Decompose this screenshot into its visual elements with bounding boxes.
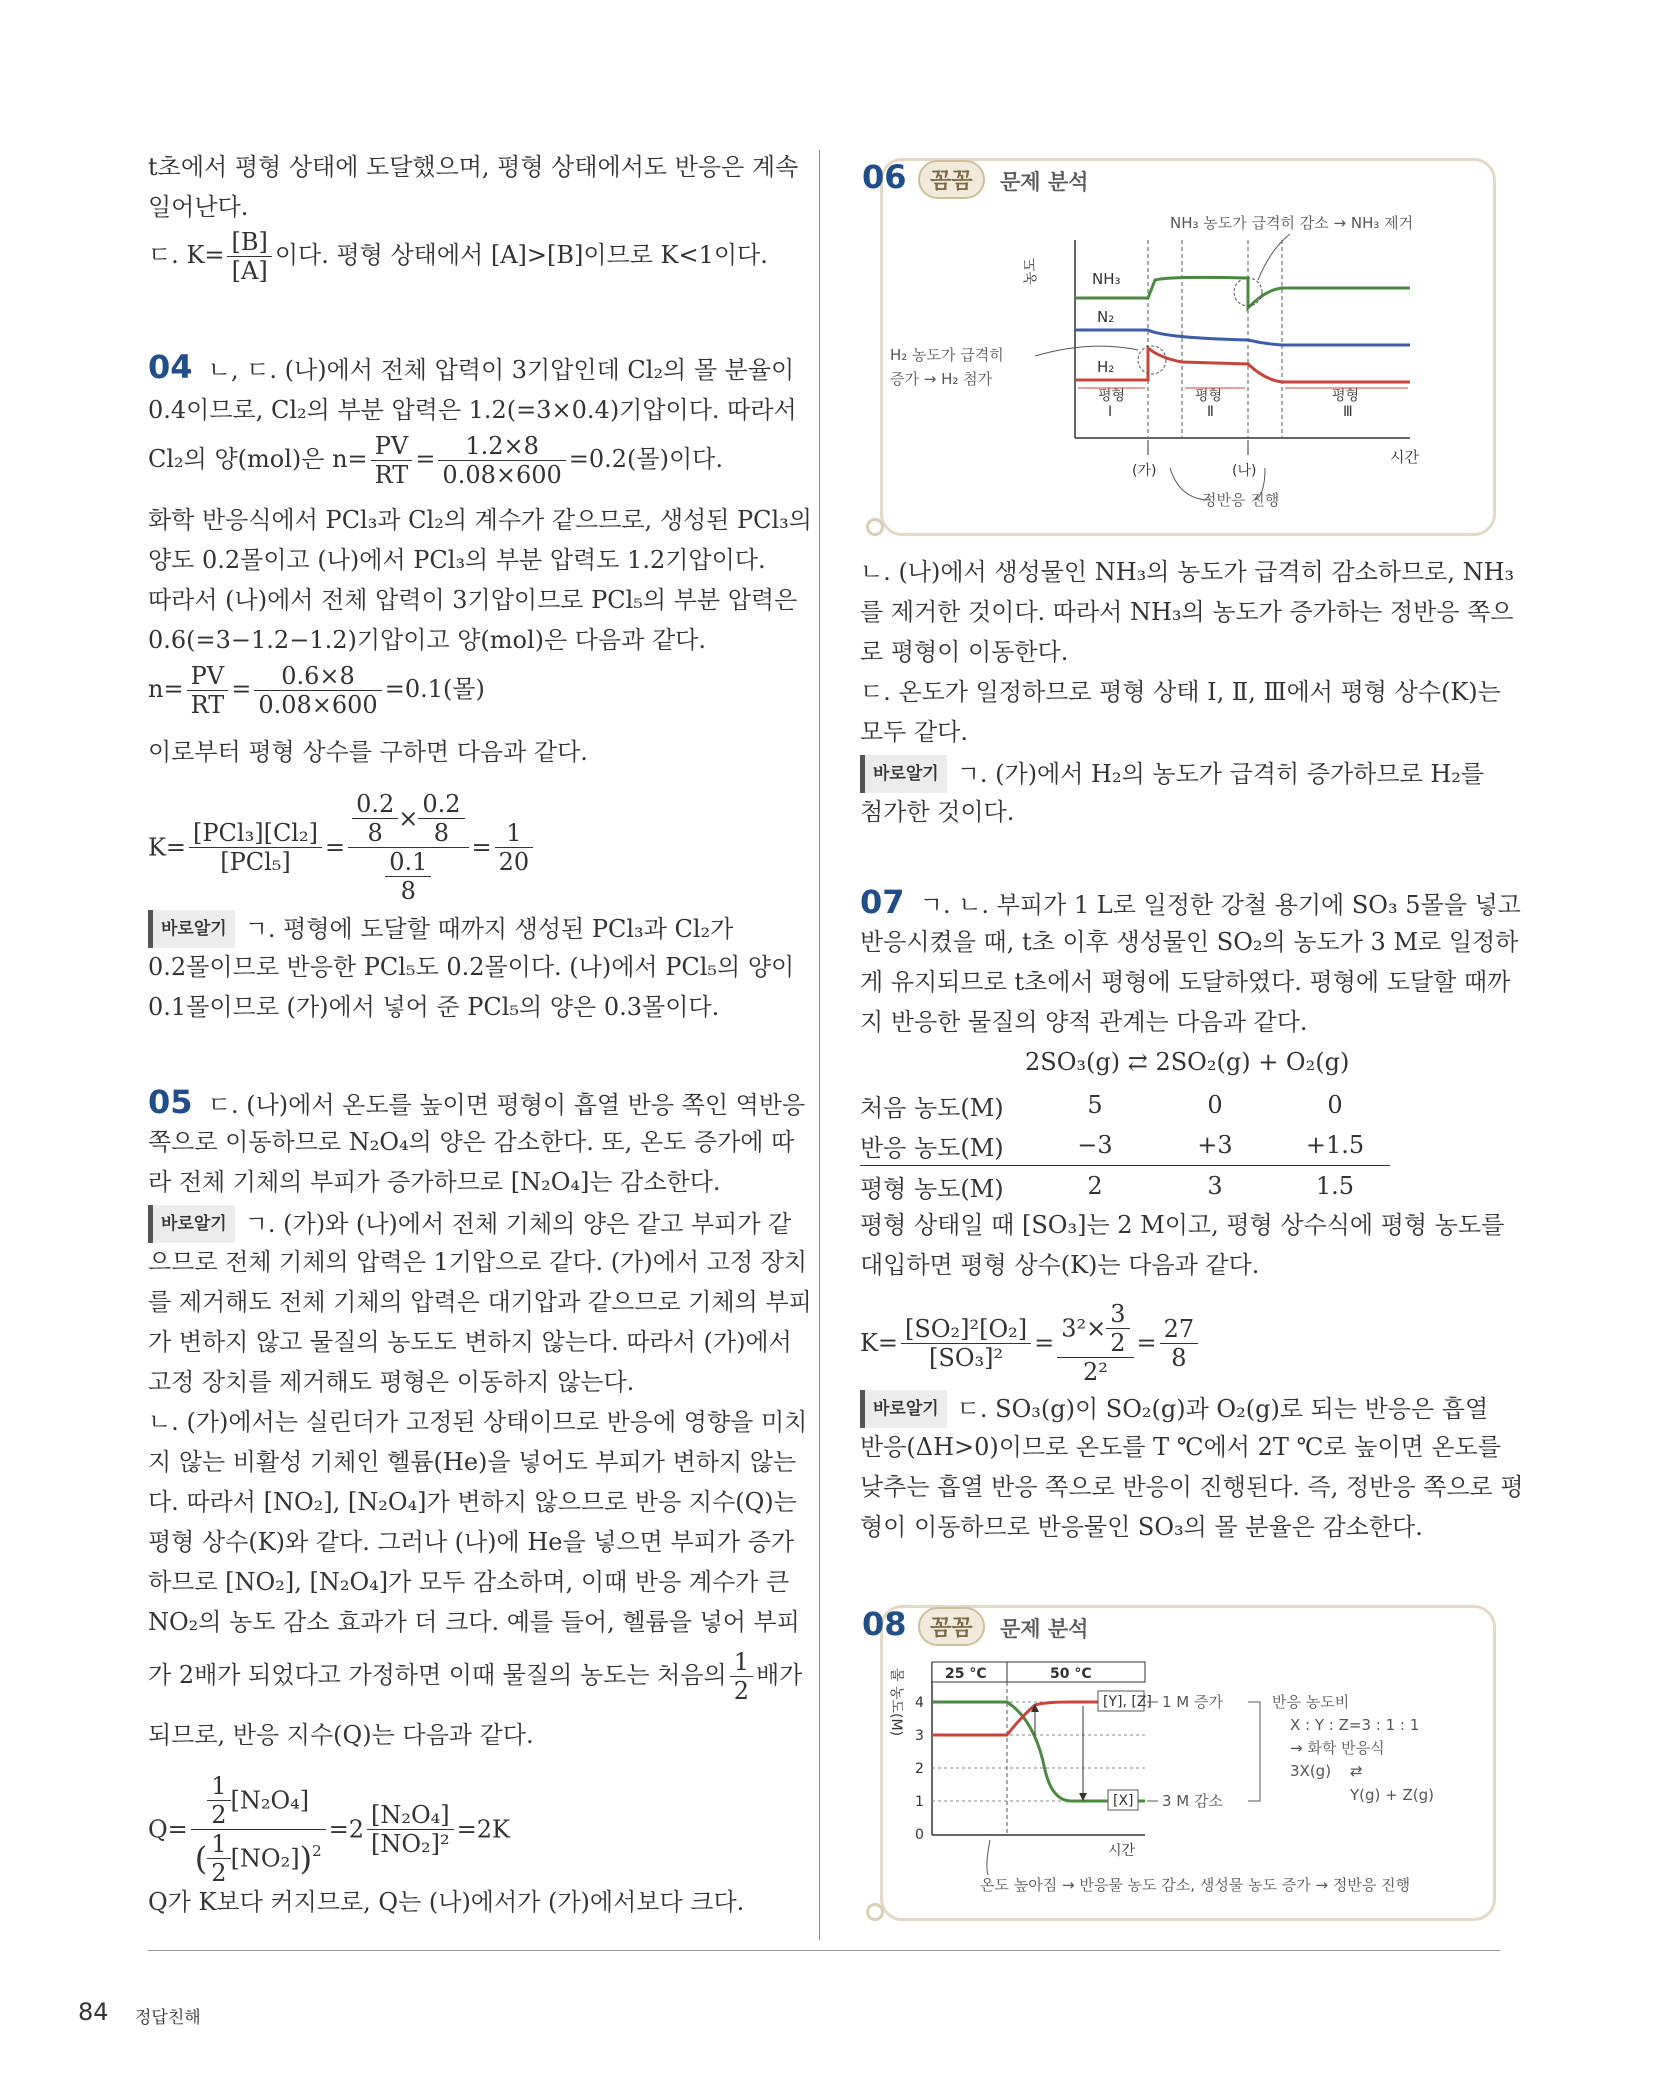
q06-kkokkok-badge: 꼼꼼 [918,160,985,199]
q06-line-5: 모두 같다. [860,718,968,746]
q05-baro-line-1: 바로알기 ㄱ. (가)와 (나)에서 전체 기체의 양은 같고 부피가 같 [148,1205,791,1243]
baro-badge: 바로알기 [148,910,235,948]
q04-line-6: 따라서 (나)에서 전체 압력이 3기압이므로 PCl₅의 부분 압력은 [148,586,798,614]
q06-region-1b: Ⅰ [1108,404,1113,420]
q08-ytick-4: 4 [915,1695,924,1711]
q07-line-4: 지 반응한 물질의 양적 관계는 다음과 같다. [860,1008,1308,1036]
q05-baro-line-5: 고정 장치를 제거해도 평형은 이동하지 않는다. [148,1368,635,1396]
q06-line-1: ㄴ. (나)에서 생성물인 NH₃의 농도가 급격히 감소하므로, NH₃ [860,558,1515,586]
q07-k-equation: K= $\frac{\text{[SO₂]²[O₂]}}{\text{[SO₃]²}}$ = 3²× $\frac{3}{2}$ 2² = $\frac{27}{8}$ [860,1300,1201,1386]
book-name: 정답친해 [135,2008,201,2028]
q06-line-2: 를 제거한 것이다. 따라서 NH₃의 농도가 증가하는 정반응 쪽으 [860,598,1514,626]
q08-ytick-2: 2 [915,1761,924,1777]
q06-x-label: 시간 [1390,448,1419,466]
baro-badge: 바로알기 [860,755,947,793]
q07-line-2: 반응시켰을 때, t초 이후 생성물인 SO₂의 농도가 3 M로 일정하 [860,928,1519,956]
panel-ring-icon [866,518,884,536]
q06-chart [870,200,1490,520]
q07-number: 07 [860,883,905,921]
q05-c-line-3: 다. 따라서 [NO₂], [N₂O₄]가 변하지 않으므로 반응 지수(Q)는 [148,1488,797,1516]
q06-y-label: 농도 [1023,257,1039,285]
q04-line-8: n= $\frac{PV}{RT}$ = $\frac{0.6\times 8}{0.08\times 600}$ =0.1(몰) [148,662,485,719]
q06-baro-line-1: 바로알기 ㄱ. (가)에서 H₂의 농도가 급격히 증가하므로 H₂를 [860,755,1484,793]
q06-region-2: 평형 [1195,388,1223,404]
q06-left-annotation-1: H₂ 농도가 급격히 [890,346,1004,364]
q06-number: 06 [862,158,907,196]
q07-reaction: 2SO₃(g) ⇄ 2SO₂(g) + O₂(g) [1025,1048,1350,1076]
q07-baro-line-3: 낮추는 흡열 반응 쪽으로 반응이 진행된다. 즉, 정반응 쪽으로 평 [860,1473,1524,1501]
q05-line-2: 쪽으로 이동하므로 N₂O₄의 양은 감소한다. 또, 온도 증가에 따 [148,1128,795,1156]
q06-left-arrow [1035,346,1138,356]
q04-baro-line-2: 0.2몰이므로 반응한 PCl₅도 0.2몰이다. (나)에서 PCl₅의 양이 [148,953,795,981]
q05-baro-line-3: 를 제거해도 전체 기체의 압력은 대기압과 같으므로 기체의 부피 [148,1288,812,1316]
q07-baro-line-4: 형이 이동하므로 반응물인 SO₃의 몰 분율은 감소한다. [860,1513,1423,1541]
table-cell: +1.5 [1305,1131,1365,1159]
q08-ratio: X : Y : Z=3 : 1 : 1 [1290,1716,1420,1734]
q04-baro-line-1: 바로알기 ㄱ. 평형에 도달할 때까지 생성된 PCl₃과 Cl₂가 [148,910,733,948]
q06-h2-line [1075,348,1410,382]
table-cell: 3 [1207,1172,1223,1200]
q08-ytick-3: 3 [915,1728,924,1744]
q08-ytick-0: 0 [915,1827,924,1843]
q05-c-line-7: 가 2배가 되었다고 가정하면 이때 물질의 농도는 처음의 $\frac{1}{2}$ 배가 [148,1648,803,1705]
q07-baro-line-2: 반응(ΔH>0)이므로 온도를 T ℃에서 2T ℃로 높이면 온도를 [860,1433,1501,1461]
q04-line-4: 화학 반응식에서 PCl₃과 Cl₂의 계수가 같으므로, 생성된 PCl₃의 [148,506,812,534]
q06-title: 문제 분석 [1000,170,1089,194]
q06-left-annotation-2: 증가 → H₂ 첨가 [890,370,993,388]
q05-line-3: 라 전체 기체의 부피가 증가하므로 [N₂O₄]는 감소한다. [148,1168,721,1196]
q07-line-6: 대입하면 평형 상수(K)는 다음과 같다. [860,1251,1260,1279]
q07-line-1: 07 ㄱ. ㄴ. 부피가 1 L로 일정한 강철 용기에 SO₃ 5몰을 넣고 [860,883,1521,921]
q06-event-ga: (가) [1132,463,1157,479]
q08-x-label: 시간 [1108,1843,1136,1859]
q07-line-5: 평형 상태일 때 [SO₃]는 2 M이고, 평형 상수식에 평형 농도를 [860,1211,1505,1239]
q04-line-3: Cl₂의 양(mol)은 n= $\frac{PV}{RT}$ = $\frac{1.2\times 8}{0.08\times 600}$ =0.2(몰)이다. [148,432,723,489]
q06-legend-n2: N₂ [1097,308,1115,326]
q05-line-1: 05 ㄷ. (나)에서 온도를 높이면 평형이 흡열 반응 쪽인 역반응 [148,1083,806,1121]
q08-inc-label: 1 M 증가 [1162,1693,1224,1711]
q04-baro-line-3: 0.1몰이므로 (가)에서 넣어 준 PCl₅의 양은 0.3몰이다. [148,993,720,1021]
q06-line-4: ㄷ. 온도가 일정하므로 평형 상태 Ⅰ, Ⅱ, Ⅲ에서 평형 상수(K)는 [860,678,1501,706]
q04-number: 04 [148,348,193,386]
q08-chart [870,1650,1490,1905]
q05-c-line-4: 평형 상수(K)와 같다. 그러나 (나)에 He을 넣으면 부피가 증가 [148,1528,795,1556]
baro-badge: 바로알기 [860,1390,947,1428]
footer-rule [148,1950,1500,1951]
q07-line-3: 게 유지되므로 t초에서 평형에 도달하였다. 평형에 도달할 때까 [860,968,1511,996]
table-cell: 처음 농도(M) [860,1093,1004,1122]
table-cell: 평형 농도(M) [860,1174,1004,1203]
q08-number: 08 [862,1605,907,1643]
q04-line-7: 0.6(=3−1.2−1.2)기압이고 양(mol)은 다음과 같다. [148,626,706,654]
page-number: 84 [78,1998,109,2026]
q05-q-equation: Q= $\frac{1}{2}$ [N₂O₄] ( $\frac{1}{2}$ [NO₂])$^2$ =2 $\frac{\text{[N₂O₄]}}{\text{[NO₂]²}}$ =2K [148,1772,510,1887]
table-cell: 1.5 [1315,1172,1355,1200]
table-cell: +3 [1197,1131,1233,1159]
q08-bracket [1248,1702,1260,1801]
q05-c-line-6: NO₂의 농도 감소 효과가 더 크다. 예를 들어, 헬륨을 넣어 부피 [148,1608,800,1636]
table-cell: 2 [1087,1172,1103,1200]
q08-bottom-annotation: 온도 높아짐 → 반응물 농도 감소, 생성물 농도 증가 → 정반응 진행 [980,1876,1411,1894]
q06-legend-nh3: NH₃ [1092,270,1121,288]
q08-x-series-label: [X] [1113,1793,1134,1809]
q08-dec-label: 3 M 감소 [1162,1792,1224,1810]
table-cell: −3 [1077,1131,1113,1159]
table-cell: 0 [1207,1091,1223,1119]
intro-line-2: 일어난다. [148,193,249,221]
q07-table [860,1085,1390,1206]
q08-eq-arrow: ⇄ [1350,1762,1363,1780]
q08-ratio-title: 반응 농도비 [1272,1693,1350,1711]
panel-ring-icon [866,1903,884,1921]
intro-c-line: ㄷ. K= $\frac{[B]}{[A]}$ 이다. 평형 상태에서 [A]>[B]이므로 K<1이다. [148,228,768,285]
q08-kkokkok-badge: 꼼꼼 [918,1607,985,1646]
q08-yz-label: [Y], [Z] [1103,1694,1152,1710]
q07-baro-line-1: 바로알기 ㄷ. SO₃(g)이 SO₂(g)과 O₂(g)로 되는 반응은 흡열 [860,1390,1488,1428]
intro-line-1: t초에서 평형 상태에 도달했으며, 평형 상태에서도 반응은 계속 [148,153,799,181]
q06-event-na: (나) [1232,463,1257,479]
q06-region-3: 평형 [1332,388,1360,404]
q04-line-5: 양도 0.2몰이고 (나)에서 PCl₃의 부분 압력도 1.2기압이다. [148,546,766,574]
q04-line-1: 04 ㄴ, ㄷ. (나)에서 전체 압력이 3기압인데 Cl₂의 몰 분율이 [148,348,795,386]
q05-c-line-8: 되므로, 반응 지수(Q)는 다음과 같다. [148,1721,534,1749]
q08-eq-left: 3X(g) [1290,1762,1332,1780]
q06-top-annotation: NH₃ 농도가 급격히 감소 → NH₃ 제거 [1170,214,1414,232]
q08-bottom-arrow [987,1840,990,1875]
q06-legend-h2: H₂ [1097,358,1115,376]
table-row [860,1085,1390,1125]
q08-eq-title: → 화학 반응식 [1290,1739,1385,1757]
q05-c-line-1: ㄴ. (가)에서는 실린더가 고정된 상태이므로 반응에 영향을 미치 [148,1408,808,1436]
q05-baro-line-4: 가 변하지 않고 물질의 농도도 변하지 않는다. 따라서 (가)에서 [148,1328,792,1356]
q08-eq-right: Y(g) + Z(g) [1350,1786,1434,1804]
q06-baro-line-2: 첨가한 것이다. [860,798,1015,826]
q08-temp-2: 50 °C [1050,1666,1092,1682]
q05-c-line-5: 하므로 [NO₂], [N₂O₄]가 모두 감소하며, 이때 반응 계수가 큰 [148,1568,790,1596]
table-cell: 5 [1087,1091,1103,1119]
q06-region-3b: Ⅲ [1343,404,1353,420]
q06-region-1: 평형 [1098,388,1126,404]
q04-line-9: 이로부터 평형 상수를 구하면 다음과 같다. [148,738,588,766]
q08-x-line [932,1702,1145,1801]
table-row [860,1125,1390,1166]
q08-title: 문제 분석 [1000,1617,1089,1641]
table-cell: 0 [1327,1091,1343,1119]
q06-region-2b: Ⅱ [1207,404,1214,420]
q05-last-line: Q가 K보다 커지므로, Q는 (나)에서가 (가)에서보다 크다. [148,1888,745,1916]
q08-ytick-1: 1 [915,1794,924,1810]
q05-baro-line-2: 으므로 전체 기체의 압력은 1기압으로 같다. (가)에서 고정 장치 [148,1248,808,1276]
baro-badge: 바로알기 [148,1205,235,1243]
q05-number: 05 [148,1083,193,1121]
table-row [860,1166,1390,1207]
q06-line-3: 로 평형이 이동한다. [860,638,1069,666]
q08-temp-1: 25 °C [945,1666,987,1682]
q04-line-2: 0.4이므로, Cl₂의 부분 압력은 1.2(=3×0.4)기압이다. 따라서 [148,396,797,424]
q04-k-equation: K= $\frac{\text{[PCl₃][Cl₂]}}{\text{[PCl₅]}}$ = $\frac{0.2}{8}$ × $\frac{0.2}{8}$ $\frac{0.1}{8}$ = $\frac{1}{20}$ [148,790,536,905]
q08-y-label: 몰 농도(M) [888,1668,904,1737]
q06-nh3-line [1075,277,1410,308]
column-divider [819,150,820,1940]
q05-c-line-2: 지 않는 비활성 기체인 헬륨(He)을 넣어도 부피가 변하지 않는 [148,1448,797,1476]
q06-bottom-annotation: 정반응 진행 [1202,491,1280,509]
q06-n2-line [1075,330,1410,345]
q06-top-arrow [1258,234,1290,280]
table-cell: 반응 농도(M) [860,1133,1004,1162]
